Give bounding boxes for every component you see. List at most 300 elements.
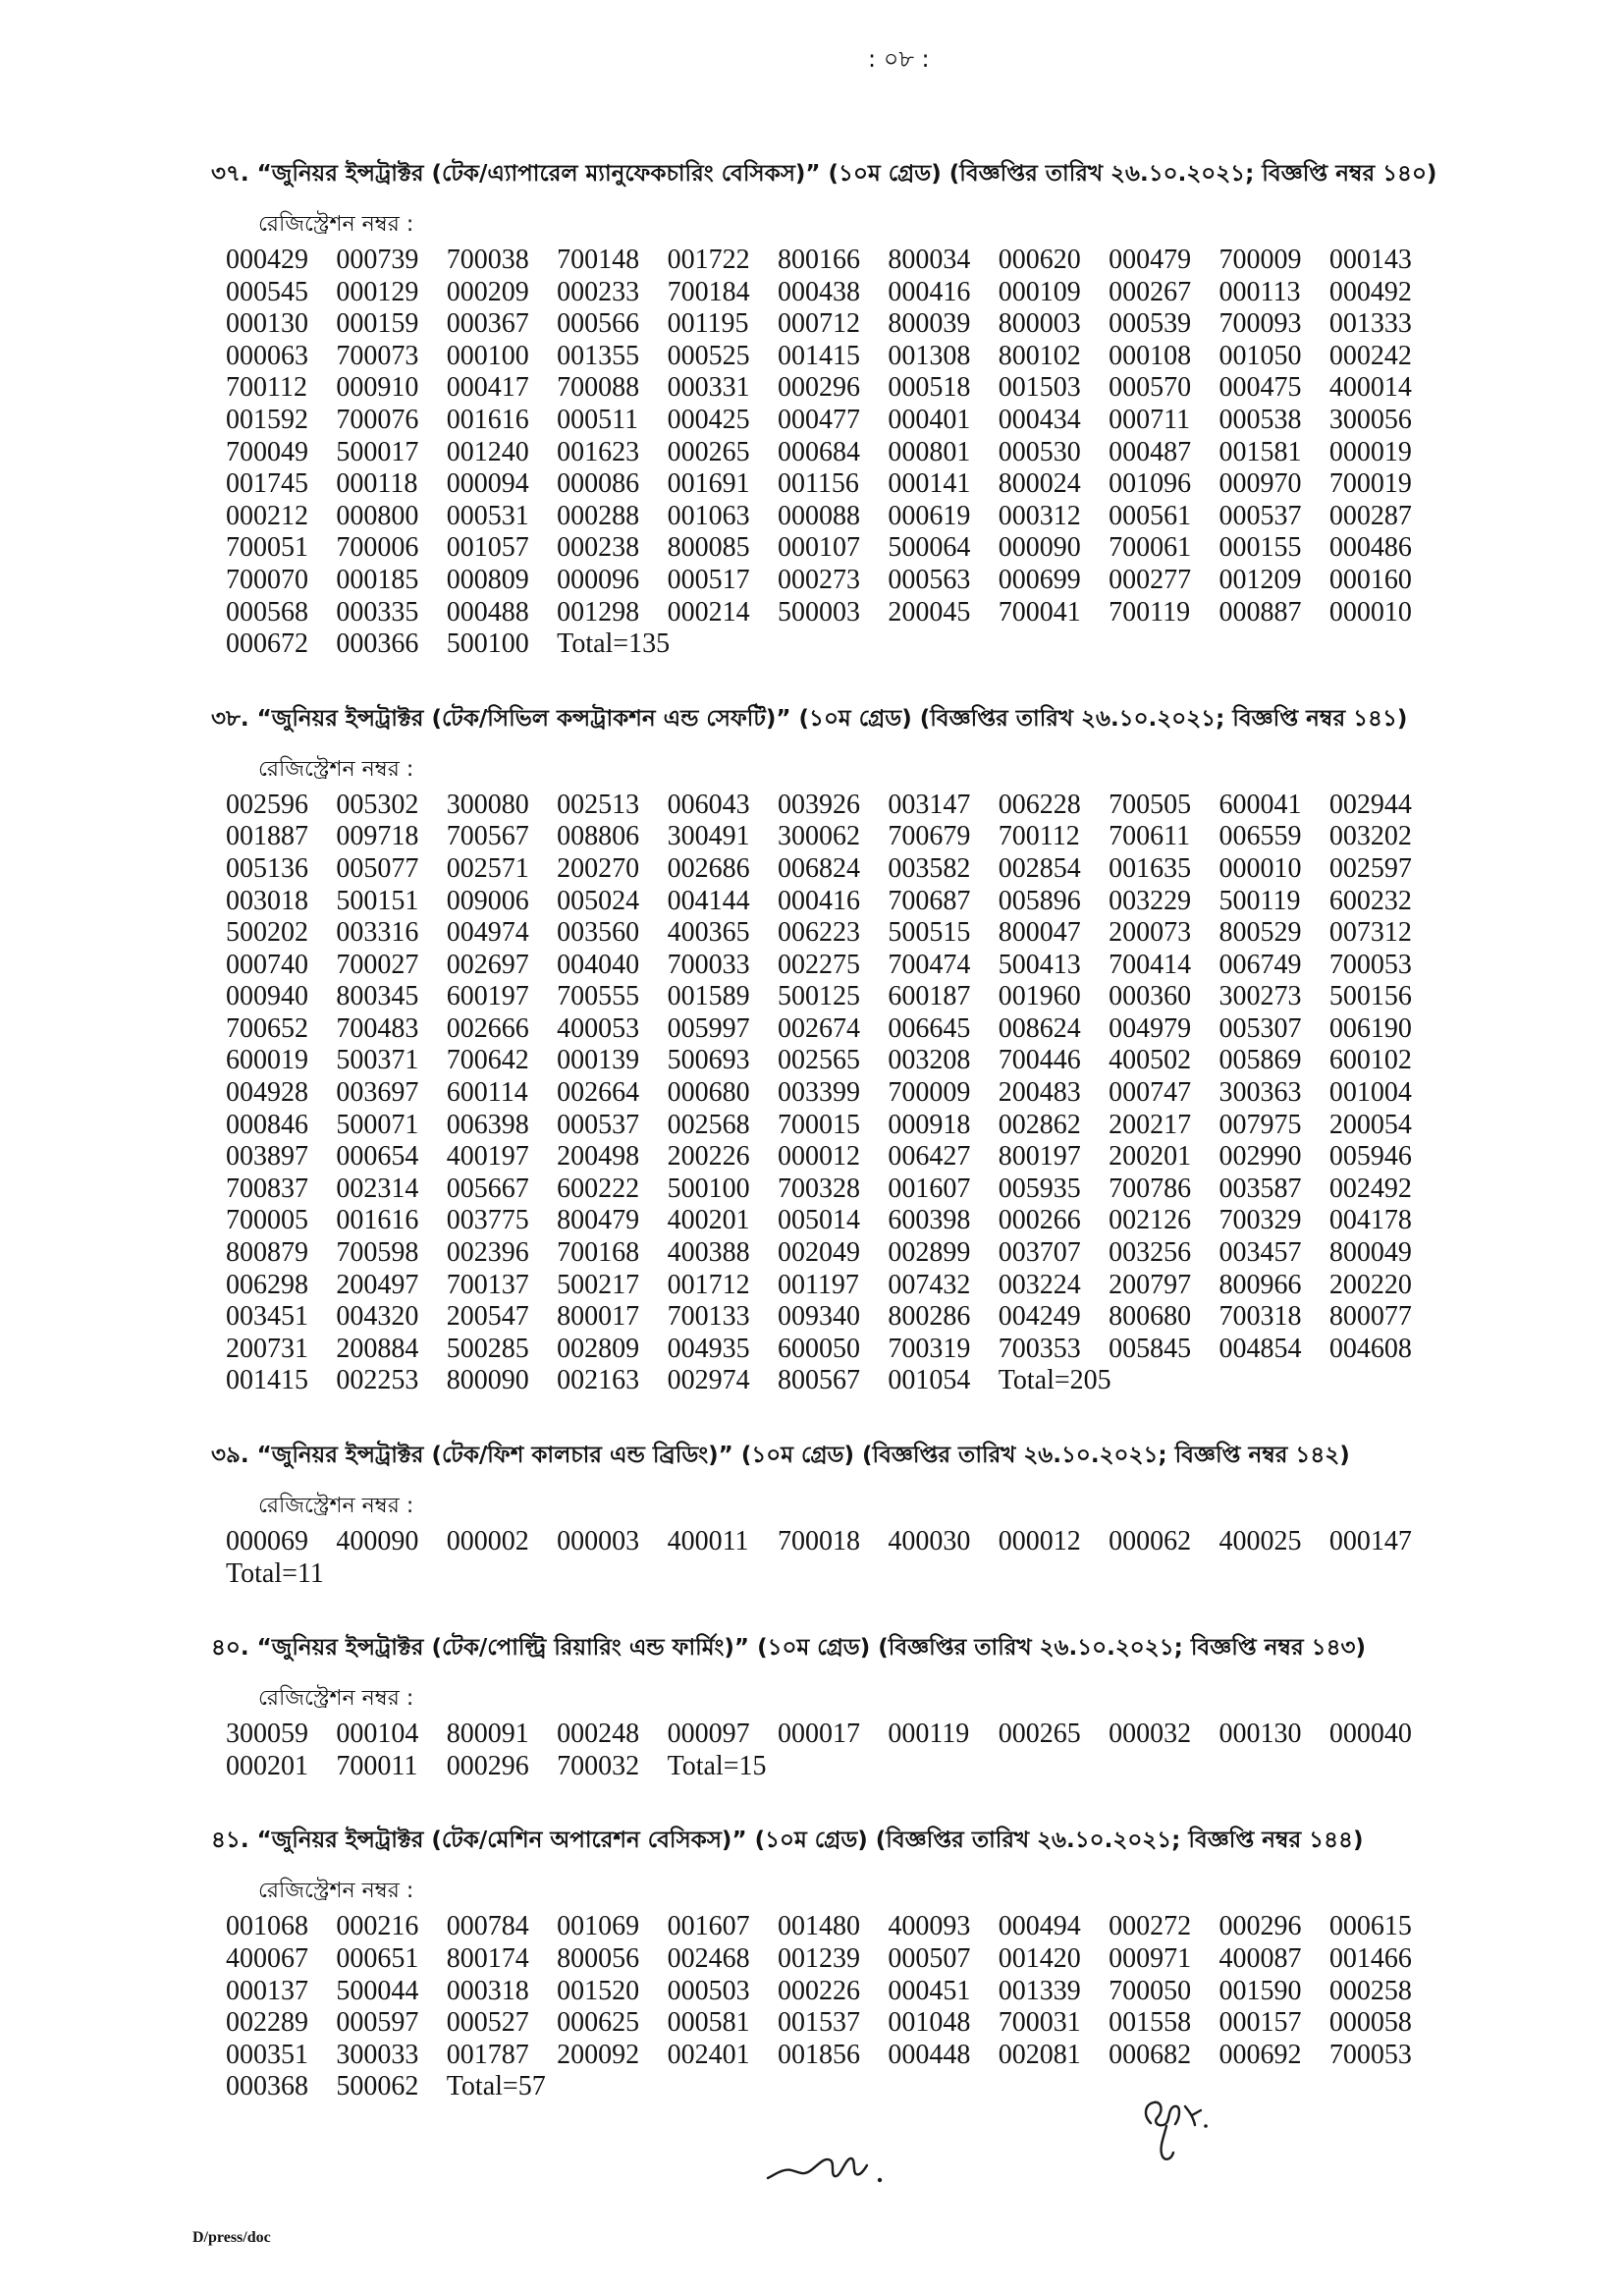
registration-number: 000063 bbox=[226, 340, 308, 371]
registration-number: 800039 bbox=[888, 308, 971, 340]
registration-number: 000438 bbox=[777, 276, 860, 307]
registration-number: 001616 bbox=[446, 404, 529, 435]
registration-number: 001420 bbox=[998, 1942, 1081, 1974]
registration-number: 002899 bbox=[888, 1237, 971, 1269]
registration-number: 300033 bbox=[336, 2039, 419, 2070]
registration-number: 002492 bbox=[1328, 1173, 1412, 1204]
registration-number: 003707 bbox=[998, 1237, 1081, 1269]
registration-number: 400014 bbox=[1328, 372, 1412, 404]
registration-number: 000094 bbox=[446, 468, 529, 500]
registration-number: 006190 bbox=[1328, 1012, 1412, 1044]
registration-number: 000012 bbox=[998, 1526, 1081, 1556]
registration-number: 700005 bbox=[226, 1205, 308, 1236]
registration-number: 000312 bbox=[998, 500, 1081, 531]
registration-number: 001466 bbox=[1328, 1942, 1412, 1974]
registration-number: 000425 bbox=[667, 404, 750, 435]
registration-number: 700031 bbox=[998, 2007, 1081, 2039]
registration-number: 000507 bbox=[888, 1942, 971, 1974]
registration-number: 500100 bbox=[446, 628, 529, 660]
registration-number: 000699 bbox=[998, 564, 1081, 595]
registration-number: 300080 bbox=[446, 789, 529, 820]
registration-number: 500156 bbox=[1328, 981, 1412, 1012]
section-heading bbox=[211, 1438, 1566, 1473]
registration-number: 700112 bbox=[998, 821, 1080, 852]
registration-number: 001156 bbox=[777, 468, 859, 500]
registration-number: 400093 bbox=[888, 1911, 971, 1942]
registration-number: 002081 bbox=[998, 2039, 1081, 2070]
registration-number: 200497 bbox=[336, 1269, 419, 1300]
registration-number: 000918 bbox=[888, 1109, 971, 1140]
registration-number: 000477 bbox=[777, 404, 860, 435]
registration-number: 700088 bbox=[557, 372, 640, 404]
post-title: “জুনিয়র ইন্সট্রাক্টর (টেক/পোল্ট্রি রিয়ারিং এন্ড ফার্মিং)” bbox=[256, 1635, 750, 1662]
registration-number: 001240 bbox=[446, 436, 529, 467]
registration-number: 003775 bbox=[446, 1205, 529, 1236]
registration-number: 700011 bbox=[336, 1750, 418, 1781]
registration-number: 004979 bbox=[1109, 1012, 1192, 1044]
registration-number: 001616 bbox=[336, 1205, 419, 1236]
registration-number: 009718 bbox=[336, 821, 419, 852]
registration-number: 800017 bbox=[557, 1301, 640, 1333]
registration-number: 002126 bbox=[1109, 1205, 1192, 1236]
section-38 bbox=[211, 701, 1566, 1397]
registration-number: 006749 bbox=[1218, 949, 1302, 980]
section-serial: ৩৯. bbox=[211, 1443, 249, 1468]
registration-number: 800529 bbox=[1218, 917, 1302, 949]
registration-number: 000113 bbox=[1218, 276, 1301, 307]
registration-number: 700329 bbox=[1218, 1205, 1302, 1236]
page-number: : ০৮ : bbox=[868, 45, 930, 73]
registration-number: 400502 bbox=[1109, 1045, 1192, 1076]
registration-number: 000511 bbox=[557, 404, 639, 435]
registration-number: 001607 bbox=[667, 1911, 750, 1942]
registration-number: 000401 bbox=[888, 404, 971, 435]
registration-number: 000104 bbox=[336, 1719, 419, 1750]
registration-total: Total=11 bbox=[226, 1557, 324, 1589]
registration-number: 000108 bbox=[1109, 340, 1192, 371]
registration-number: 000069 bbox=[226, 1526, 308, 1556]
registration-number: 600102 bbox=[1328, 1045, 1412, 1076]
notice-details: (বিজ্ঞপ্তির তারিখ ২৬.১০.২০২১; বিজ্ঞপ্তি নম্বর ১৪৪) bbox=[875, 1828, 1364, 1854]
registration-number: 000003 bbox=[557, 1526, 640, 1556]
registration-number: 000563 bbox=[888, 564, 971, 595]
registration-number: 002862 bbox=[998, 1109, 1081, 1140]
registration-number: 001691 bbox=[667, 468, 750, 500]
registration-number: 700050 bbox=[1109, 1975, 1192, 2006]
registration-number: 700567 bbox=[446, 821, 529, 852]
registration-number: 400030 bbox=[888, 1526, 971, 1556]
registration-number: 005307 bbox=[1218, 1012, 1302, 1044]
registration-number: 700032 bbox=[557, 1750, 640, 1781]
registration-number: 002854 bbox=[998, 852, 1081, 884]
registration-number: 000971 bbox=[1109, 1942, 1192, 1974]
registration-number: 300273 bbox=[1218, 981, 1302, 1012]
registration-number: 400053 bbox=[557, 1012, 640, 1044]
registration-number: 000141 bbox=[888, 468, 971, 500]
registration-number: 003457 bbox=[1218, 1237, 1302, 1269]
registration-number: 001480 bbox=[777, 1911, 860, 1942]
registration-number: 000040 bbox=[1328, 1719, 1412, 1750]
registration-number: 800345 bbox=[336, 981, 419, 1012]
registration-number: 000296 bbox=[446, 1750, 529, 1781]
registration-number: 700053 bbox=[1328, 2039, 1412, 2070]
registration-number: 001048 bbox=[888, 2007, 971, 2039]
registration-number: 001787 bbox=[446, 2039, 529, 2070]
registration-number: 700027 bbox=[336, 949, 419, 980]
registration-number: 200483 bbox=[998, 1077, 1081, 1109]
registration-number: 002944 bbox=[1328, 789, 1412, 820]
registration-number: 300056 bbox=[1328, 404, 1412, 435]
registration-number: 000809 bbox=[446, 564, 529, 595]
registration-number: 000910 bbox=[336, 372, 419, 404]
registration-total: Total=135 bbox=[557, 628, 671, 660]
registration-number: 006043 bbox=[667, 789, 750, 820]
section-41 bbox=[211, 1823, 1566, 2103]
registration-number: 005896 bbox=[998, 885, 1081, 916]
registration-number: 000561 bbox=[1109, 500, 1192, 531]
registration-number: 000568 bbox=[226, 596, 308, 628]
registration-number: 005302 bbox=[336, 789, 419, 820]
registration-number: 700652 bbox=[226, 1012, 308, 1044]
registration-number: 000517 bbox=[667, 564, 750, 595]
registration-number: 000530 bbox=[998, 436, 1081, 467]
registration-number: 700319 bbox=[888, 1333, 971, 1364]
registration-number: 001415 bbox=[226, 1365, 308, 1396]
registration-number: 000109 bbox=[998, 276, 1081, 307]
signature-left bbox=[762, 2131, 899, 2192]
registration-label: রেজিস্ট্রেশন নম্বর : bbox=[258, 212, 414, 237]
registration-number: 003018 bbox=[226, 885, 308, 916]
registration-number: 800003 bbox=[998, 308, 1081, 340]
registration-number: 002401 bbox=[667, 2039, 750, 2070]
registration-number: 004928 bbox=[226, 1077, 308, 1109]
registration-number: 500064 bbox=[888, 532, 971, 564]
registration-number: 000058 bbox=[1328, 2007, 1412, 2039]
registration-number: 007432 bbox=[888, 1269, 971, 1300]
registration-number: 000680 bbox=[667, 1077, 750, 1109]
registration-number: 600232 bbox=[1328, 885, 1412, 916]
registration-number: 000527 bbox=[446, 2007, 529, 2039]
registration-number: 003208 bbox=[888, 1045, 971, 1076]
registration-number: 007312 bbox=[1328, 917, 1412, 949]
registration-number: 000097 bbox=[667, 1719, 750, 1750]
registration-number: 005024 bbox=[557, 885, 640, 916]
registration-number: 300059 bbox=[226, 1719, 308, 1750]
registration-number: 000887 bbox=[1218, 596, 1302, 628]
registration-number: 700009 bbox=[888, 1077, 971, 1109]
registration-number: 500119 bbox=[1218, 885, 1301, 916]
registration-number: 001004 bbox=[1328, 1077, 1412, 1109]
registration-number: 003451 bbox=[226, 1301, 308, 1333]
registration-number: 002571 bbox=[446, 852, 529, 884]
registration-number: 000518 bbox=[888, 372, 971, 404]
post-title: “জুনিয়র ইন্সট্রাক্টর (টেক/এ্যাপারেল ম্যানুফেকচারিং বেসিকস)” bbox=[256, 161, 821, 187]
registration-number: 005845 bbox=[1109, 1333, 1192, 1364]
registration-number: 000368 bbox=[226, 2071, 308, 2102]
registration-number: 000062 bbox=[1109, 1526, 1192, 1556]
registration-number: 000139 bbox=[557, 1045, 640, 1076]
registration-number: 000712 bbox=[777, 308, 860, 340]
registration-number: 600222 bbox=[557, 1173, 640, 1204]
registration-number: 000216 bbox=[336, 1911, 419, 1942]
registration-number: 000010 bbox=[1328, 596, 1412, 628]
registration-number: 700184 bbox=[667, 276, 750, 307]
registration-number: 000537 bbox=[557, 1109, 640, 1140]
registration-number: 005869 bbox=[1218, 1045, 1302, 1076]
registration-number: 200498 bbox=[557, 1141, 640, 1173]
registration-number: 001355 bbox=[557, 340, 640, 371]
registration-number: 007975 bbox=[1218, 1109, 1302, 1140]
registration-number: 500100 bbox=[667, 1173, 750, 1204]
registration-number: 700328 bbox=[777, 1173, 860, 1204]
registration-number: 600114 bbox=[446, 1077, 528, 1109]
registration-number: 001197 bbox=[777, 1269, 859, 1300]
registration-number: 002314 bbox=[336, 1173, 419, 1204]
registration-number: 000287 bbox=[1328, 500, 1412, 531]
registration-number: 002597 bbox=[1328, 852, 1412, 884]
registration-number: 005667 bbox=[446, 1173, 529, 1204]
registration-number: 000272 bbox=[1109, 1911, 1192, 1942]
registration-number: 001096 bbox=[1109, 468, 1192, 500]
registration-number: 000242 bbox=[1328, 340, 1412, 371]
registration-number: 000159 bbox=[336, 308, 419, 340]
registration-label: রেজিস্ট্রেশন নম্বর : bbox=[258, 1494, 414, 1518]
registration-number: 003897 bbox=[226, 1141, 308, 1173]
registration-number: 700093 bbox=[1218, 308, 1302, 340]
notice-details: (বিজ্ঞপ্তির তারিখ ২৬.১০.২০২১; বিজ্ঞপ্তি নম্বর ১৪০) bbox=[948, 161, 1437, 187]
registration-number: 003202 bbox=[1328, 821, 1412, 852]
post-title: “জুনিয়র ইন্সট্রাক্টর (টেক/মেশিন অপারেশন বেসিকস)” bbox=[256, 1828, 747, 1854]
registration-number: 600041 bbox=[1218, 789, 1302, 820]
registration-number: 001050 bbox=[1218, 340, 1302, 371]
registration-number: 000088 bbox=[777, 500, 860, 531]
registration-number: 800085 bbox=[667, 532, 750, 564]
registration-number: 700598 bbox=[336, 1237, 419, 1269]
registration-number: 001590 bbox=[1218, 1975, 1302, 2006]
registration-number: 005935 bbox=[998, 1173, 1081, 1204]
registration-number: 000118 bbox=[336, 468, 418, 500]
registration-number: 500125 bbox=[777, 981, 860, 1012]
registration-number: 001856 bbox=[777, 2039, 860, 2070]
registration-number: 700018 bbox=[777, 1526, 860, 1556]
registration-number: 002468 bbox=[667, 1942, 750, 1974]
registration-number: 000801 bbox=[888, 436, 971, 467]
registration-number: 200054 bbox=[1328, 1109, 1412, 1140]
registration-number: 700446 bbox=[998, 1045, 1081, 1076]
registration-number: 800879 bbox=[226, 1237, 308, 1269]
registration-number: 700687 bbox=[888, 885, 971, 916]
registration-number: 000682 bbox=[1109, 2039, 1192, 2070]
registration-number: 200220 bbox=[1328, 1269, 1412, 1300]
registration-number: 000155 bbox=[1218, 532, 1302, 564]
registration-number: 200045 bbox=[888, 596, 971, 628]
registration-number: 004935 bbox=[667, 1333, 750, 1364]
registration-number: 000119 bbox=[888, 1719, 970, 1750]
registration-number: 500693 bbox=[667, 1045, 750, 1076]
registration-number: 000429 bbox=[226, 245, 308, 275]
registration-number: 004178 bbox=[1328, 1205, 1412, 1236]
registration-number: 700137 bbox=[446, 1269, 529, 1300]
registration-number: 800680 bbox=[1109, 1301, 1192, 1333]
registration-number: 005136 bbox=[226, 852, 308, 884]
registration-number: 000970 bbox=[1218, 468, 1302, 500]
grade: (১০ম গ্রেড) bbox=[798, 705, 912, 732]
registration-number: 001057 bbox=[446, 532, 529, 564]
registration-number: 700786 bbox=[1109, 1173, 1192, 1204]
registration-number: 700505 bbox=[1109, 789, 1192, 820]
registration-number-grid bbox=[226, 245, 1566, 661]
registration-number: 700019 bbox=[1328, 468, 1412, 500]
registration-number: 000366 bbox=[336, 628, 419, 660]
registration-number: 500044 bbox=[336, 1975, 419, 2006]
registration-number: 001581 bbox=[1218, 436, 1302, 467]
registration-number: 500515 bbox=[888, 917, 971, 949]
registration-number: 004144 bbox=[667, 885, 750, 916]
registration-number: 000451 bbox=[888, 1975, 971, 2006]
registration-number: 001054 bbox=[888, 1365, 971, 1396]
registration-number: 400197 bbox=[446, 1141, 529, 1173]
registration-number: 700414 bbox=[1109, 949, 1192, 980]
registration-number: 000233 bbox=[557, 276, 640, 307]
registration-number: 000157 bbox=[1218, 2007, 1302, 2039]
registration-number: 000129 bbox=[336, 276, 419, 307]
registration-number: 700038 bbox=[446, 245, 529, 275]
registration-number: 300062 bbox=[777, 821, 860, 852]
registration-number: 002568 bbox=[667, 1109, 750, 1140]
registration-number: 700006 bbox=[336, 532, 419, 564]
registration-number: 000266 bbox=[998, 1205, 1081, 1236]
registration-number: 000248 bbox=[557, 1719, 640, 1750]
registration-number: 001298 bbox=[557, 596, 640, 628]
registration-number: 000107 bbox=[777, 532, 860, 564]
registration-number: 000267 bbox=[1109, 276, 1192, 307]
registration-number: 400067 bbox=[226, 1942, 308, 1974]
registration-number: 700051 bbox=[226, 532, 308, 564]
registration-number: 000367 bbox=[446, 308, 529, 340]
registration-number: 000212 bbox=[226, 500, 308, 531]
registration-number: 000434 bbox=[998, 404, 1081, 435]
registration-number: 000318 bbox=[446, 1975, 529, 2006]
registration-number: 800090 bbox=[446, 1365, 529, 1396]
section-heading bbox=[211, 1823, 1566, 1858]
registration-number: 500371 bbox=[336, 1045, 419, 1076]
registration-number: 400090 bbox=[336, 1526, 419, 1556]
registration-number: 000492 bbox=[1328, 276, 1412, 307]
registration-number: 000032 bbox=[1109, 1719, 1192, 1750]
registration-number: 800024 bbox=[998, 468, 1081, 500]
registration-number: 006298 bbox=[226, 1269, 308, 1300]
section-serial: ৪১. bbox=[211, 1828, 249, 1854]
registration-number: 000010 bbox=[1218, 852, 1302, 884]
registration-number: 003926 bbox=[777, 789, 860, 820]
registration-number: 006824 bbox=[777, 852, 860, 884]
registration-number: 200884 bbox=[336, 1333, 419, 1364]
registration-number: 000784 bbox=[446, 1911, 529, 1942]
registration-number: 000739 bbox=[336, 245, 419, 275]
registration-number: 800091 bbox=[446, 1719, 529, 1750]
registration-number: 000214 bbox=[667, 596, 750, 628]
registration-total: Total=205 bbox=[998, 1365, 1111, 1396]
registration-number: 001537 bbox=[777, 2007, 860, 2039]
section-heading bbox=[211, 156, 1566, 191]
registration-number: 800102 bbox=[998, 340, 1081, 371]
notice-details: (বিজ্ঞপ্তির তারিখ ২৬.১০.২০২১; বিজ্ঞপ্তি নম্বর ১৪৩) bbox=[878, 1635, 1366, 1662]
registration-number: 000620 bbox=[998, 245, 1081, 275]
registration-number: 700483 bbox=[336, 1012, 419, 1044]
registration-number: 004974 bbox=[446, 917, 529, 949]
registration-number: 000130 bbox=[226, 308, 308, 340]
registration-number: 000448 bbox=[888, 2039, 971, 2070]
registration-number: 000487 bbox=[1109, 436, 1192, 467]
registration-sections bbox=[211, 156, 1566, 2103]
registration-number: 000273 bbox=[777, 564, 860, 595]
registration-number: 200226 bbox=[667, 1141, 750, 1173]
registration-number: 001745 bbox=[226, 468, 308, 500]
section-heading bbox=[211, 1630, 1566, 1665]
registration-number: 700611 bbox=[1109, 821, 1191, 852]
registration-number: 006427 bbox=[888, 1141, 971, 1173]
registration-number: 001339 bbox=[998, 1975, 1081, 2006]
registration-number: 003697 bbox=[336, 1077, 419, 1109]
registration-number: 700049 bbox=[226, 436, 308, 467]
registration-number: 005997 bbox=[667, 1012, 750, 1044]
registration-number: 000625 bbox=[557, 2007, 640, 2039]
registration-number: 003256 bbox=[1109, 1237, 1192, 1269]
registration-number: 000416 bbox=[888, 276, 971, 307]
registration-number: 000277 bbox=[1109, 564, 1192, 595]
registration-number: 003229 bbox=[1109, 885, 1192, 916]
registration-number: 001712 bbox=[667, 1269, 750, 1300]
registration-number: 700133 bbox=[667, 1301, 750, 1333]
registration-number: 700033 bbox=[667, 949, 750, 980]
registration-number: 002666 bbox=[446, 1012, 529, 1044]
registration-number: 700679 bbox=[888, 821, 971, 852]
registration-number: 002163 bbox=[557, 1365, 640, 1396]
registration-number: 002565 bbox=[777, 1045, 860, 1076]
registration-number: 000209 bbox=[446, 276, 529, 307]
grade: (১০ম গ্রেড) bbox=[757, 1635, 871, 1662]
registration-number: 000651 bbox=[336, 1942, 419, 1974]
registration-number: 003399 bbox=[777, 1077, 860, 1109]
registration-number: 006645 bbox=[888, 1012, 971, 1044]
registration-number: 500151 bbox=[336, 885, 419, 916]
registration-number: 500071 bbox=[336, 1109, 419, 1140]
registration-number: 200201 bbox=[1109, 1141, 1192, 1173]
registration-number: 000226 bbox=[777, 1975, 860, 2006]
registration-number: 000538 bbox=[1218, 404, 1302, 435]
registration-number: 500217 bbox=[557, 1269, 640, 1300]
registration-number: 500413 bbox=[998, 949, 1081, 980]
registration-number: 006228 bbox=[998, 789, 1081, 820]
registration-number: 005946 bbox=[1328, 1141, 1412, 1173]
registration-number: 000351 bbox=[226, 2039, 308, 2070]
registration-number: 700148 bbox=[557, 245, 640, 275]
registration-number: 002596 bbox=[226, 789, 308, 820]
registration-number-grid bbox=[226, 1911, 1566, 2103]
registration-number: 000537 bbox=[1218, 500, 1302, 531]
registration-number: 500285 bbox=[446, 1333, 529, 1364]
registration-number: 009006 bbox=[446, 885, 529, 916]
registration-number: 000566 bbox=[557, 308, 640, 340]
registration-number: 000096 bbox=[557, 564, 640, 595]
registration-number: 002396 bbox=[446, 1237, 529, 1269]
registration-number: 000846 bbox=[226, 1109, 308, 1140]
registration-number: 002686 bbox=[667, 852, 750, 884]
registration-label: রেজিস্ট্রেশন নম্বর : bbox=[258, 756, 414, 782]
registration-number: 001887 bbox=[226, 821, 308, 852]
registration-number: 000331 bbox=[667, 372, 750, 404]
registration-number: 000479 bbox=[1109, 245, 1192, 275]
